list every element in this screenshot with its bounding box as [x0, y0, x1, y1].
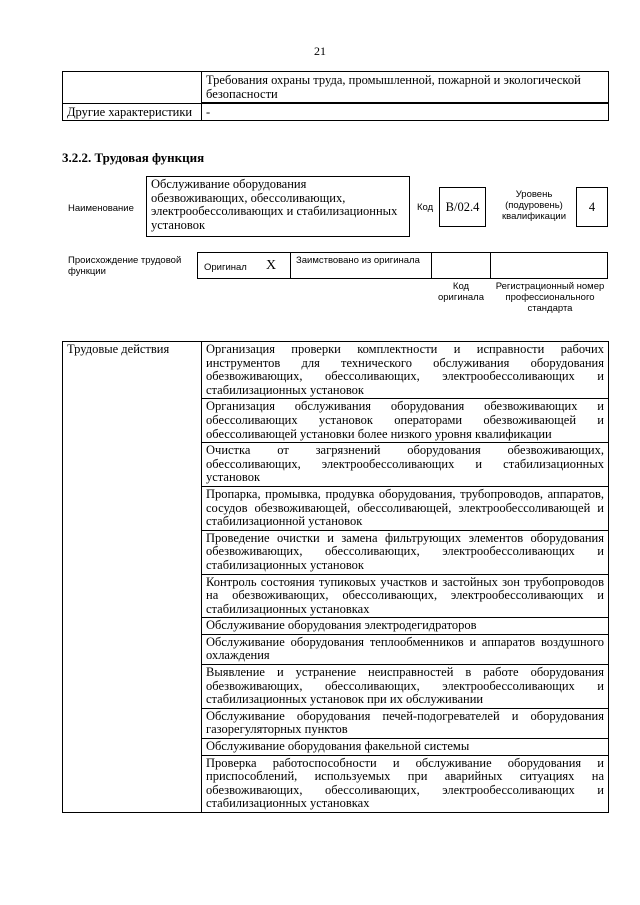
- other-characteristics-label: Другие характеристики: [63, 103, 202, 121]
- labor-action-item: Обслуживание оборудования факельной системы: [202, 739, 609, 756]
- original-mark: X: [266, 258, 277, 273]
- labor-action-item: Обслуживание оборудования электродегидраторов: [202, 618, 609, 635]
- requirements-text: Требования охраны труда, промышленной, пожарной и экологической безопасности: [202, 72, 609, 104]
- qualification-level-box: 4: [576, 187, 608, 227]
- requirements-table: [62, 71, 609, 121]
- borrowed-label: Заимствовано из оригинала: [296, 255, 420, 266]
- code-original-label: Код оригинала: [437, 281, 484, 303]
- labor-action-item: Проверка работоспособности и обслуживание оборудования и приспособлений, используемых при аварийных ситуациях на обезвоживающих, обессоливающих, электрообессоливающих и стабилизационных установках: [202, 755, 609, 812]
- other-characteristics-value: -: [202, 103, 609, 121]
- function-code-box: В/02.4: [439, 187, 486, 227]
- reg-number-label: Регистрационный номер профессионального стандарта: [495, 281, 605, 314]
- original-cell: [197, 252, 291, 279]
- labor-action-item: Обслуживание оборудования печей-подогревателей и оборудования газорегуляторных пунктов: [202, 708, 609, 738]
- labor-action-item: Пропарка, промывка, продувка оборудования, трубопроводов, аппаратов, сосудов обезвоживающей, обессоливающей, электрообессоливающей и стабилизационной установок: [202, 486, 609, 530]
- labor-action-item: Организация обслуживания оборудования обезвоживающих и обессоливающих установок операторами обезвоживающей и обессоливающей установки более низкого уровня квалификации: [202, 399, 609, 443]
- reg-number-cell: [490, 252, 608, 279]
- code-original-cell: [431, 252, 491, 279]
- origin-label: Происхождение трудовой функции: [68, 255, 182, 277]
- labor-actions-label: Трудовые действия: [63, 342, 202, 813]
- page-number: 21: [314, 44, 326, 58]
- origin-row: [197, 252, 608, 279]
- empty-cell: [63, 72, 202, 104]
- original-label: Оригинал: [204, 262, 247, 273]
- code-label: Код: [417, 202, 434, 213]
- labor-action-item: Организация проверки комплектности и исправности рабочих инструментов для технического обслуживания оборудования обезвоживающих, обессоливающих, электрообессоливающих и стабилизационных установок: [202, 342, 609, 399]
- qualification-level-label: Уровень (подуровень) квалификации: [501, 189, 567, 222]
- labor-action-item: Контроль состояния тупиковых участков и застойных зон трубопроводов на обезвоживающих, обессоливающих, электрообессоливающих и стабилизационных установках: [202, 574, 609, 618]
- labor-action-item: Очистка от загрязнений оборудования обезвоживающих, обессоливающих, электрообессоливающих и стабилизационных установок: [202, 443, 609, 487]
- borrowed-cell: [290, 252, 432, 279]
- labor-action-item: Выявление и устранение неисправностей в работе оборудования обезвоживающих, обессоливающих, электрообессоливающих и стабилизационных установок при их обслуживании: [202, 665, 609, 709]
- name-label: Наименование: [68, 203, 134, 214]
- labor-action-item: Обслуживание оборудования теплообменников и аппаратов воздушного охлаждения: [202, 634, 609, 664]
- labor-action-item: Проведение очистки и замена фильтрующих элементов оборудования обезвоживающих, обессоливающих, электрообессоливающих и стабилизационных установок: [202, 530, 609, 574]
- labor-actions-table: [62, 341, 609, 813]
- function-name-box: Обслуживание оборудования обезвоживающих, обессоливающих, электрообессоливающих и стабилизационных установок: [146, 176, 410, 237]
- section-title: 3.2.2. Трудовая функция: [62, 150, 205, 165]
